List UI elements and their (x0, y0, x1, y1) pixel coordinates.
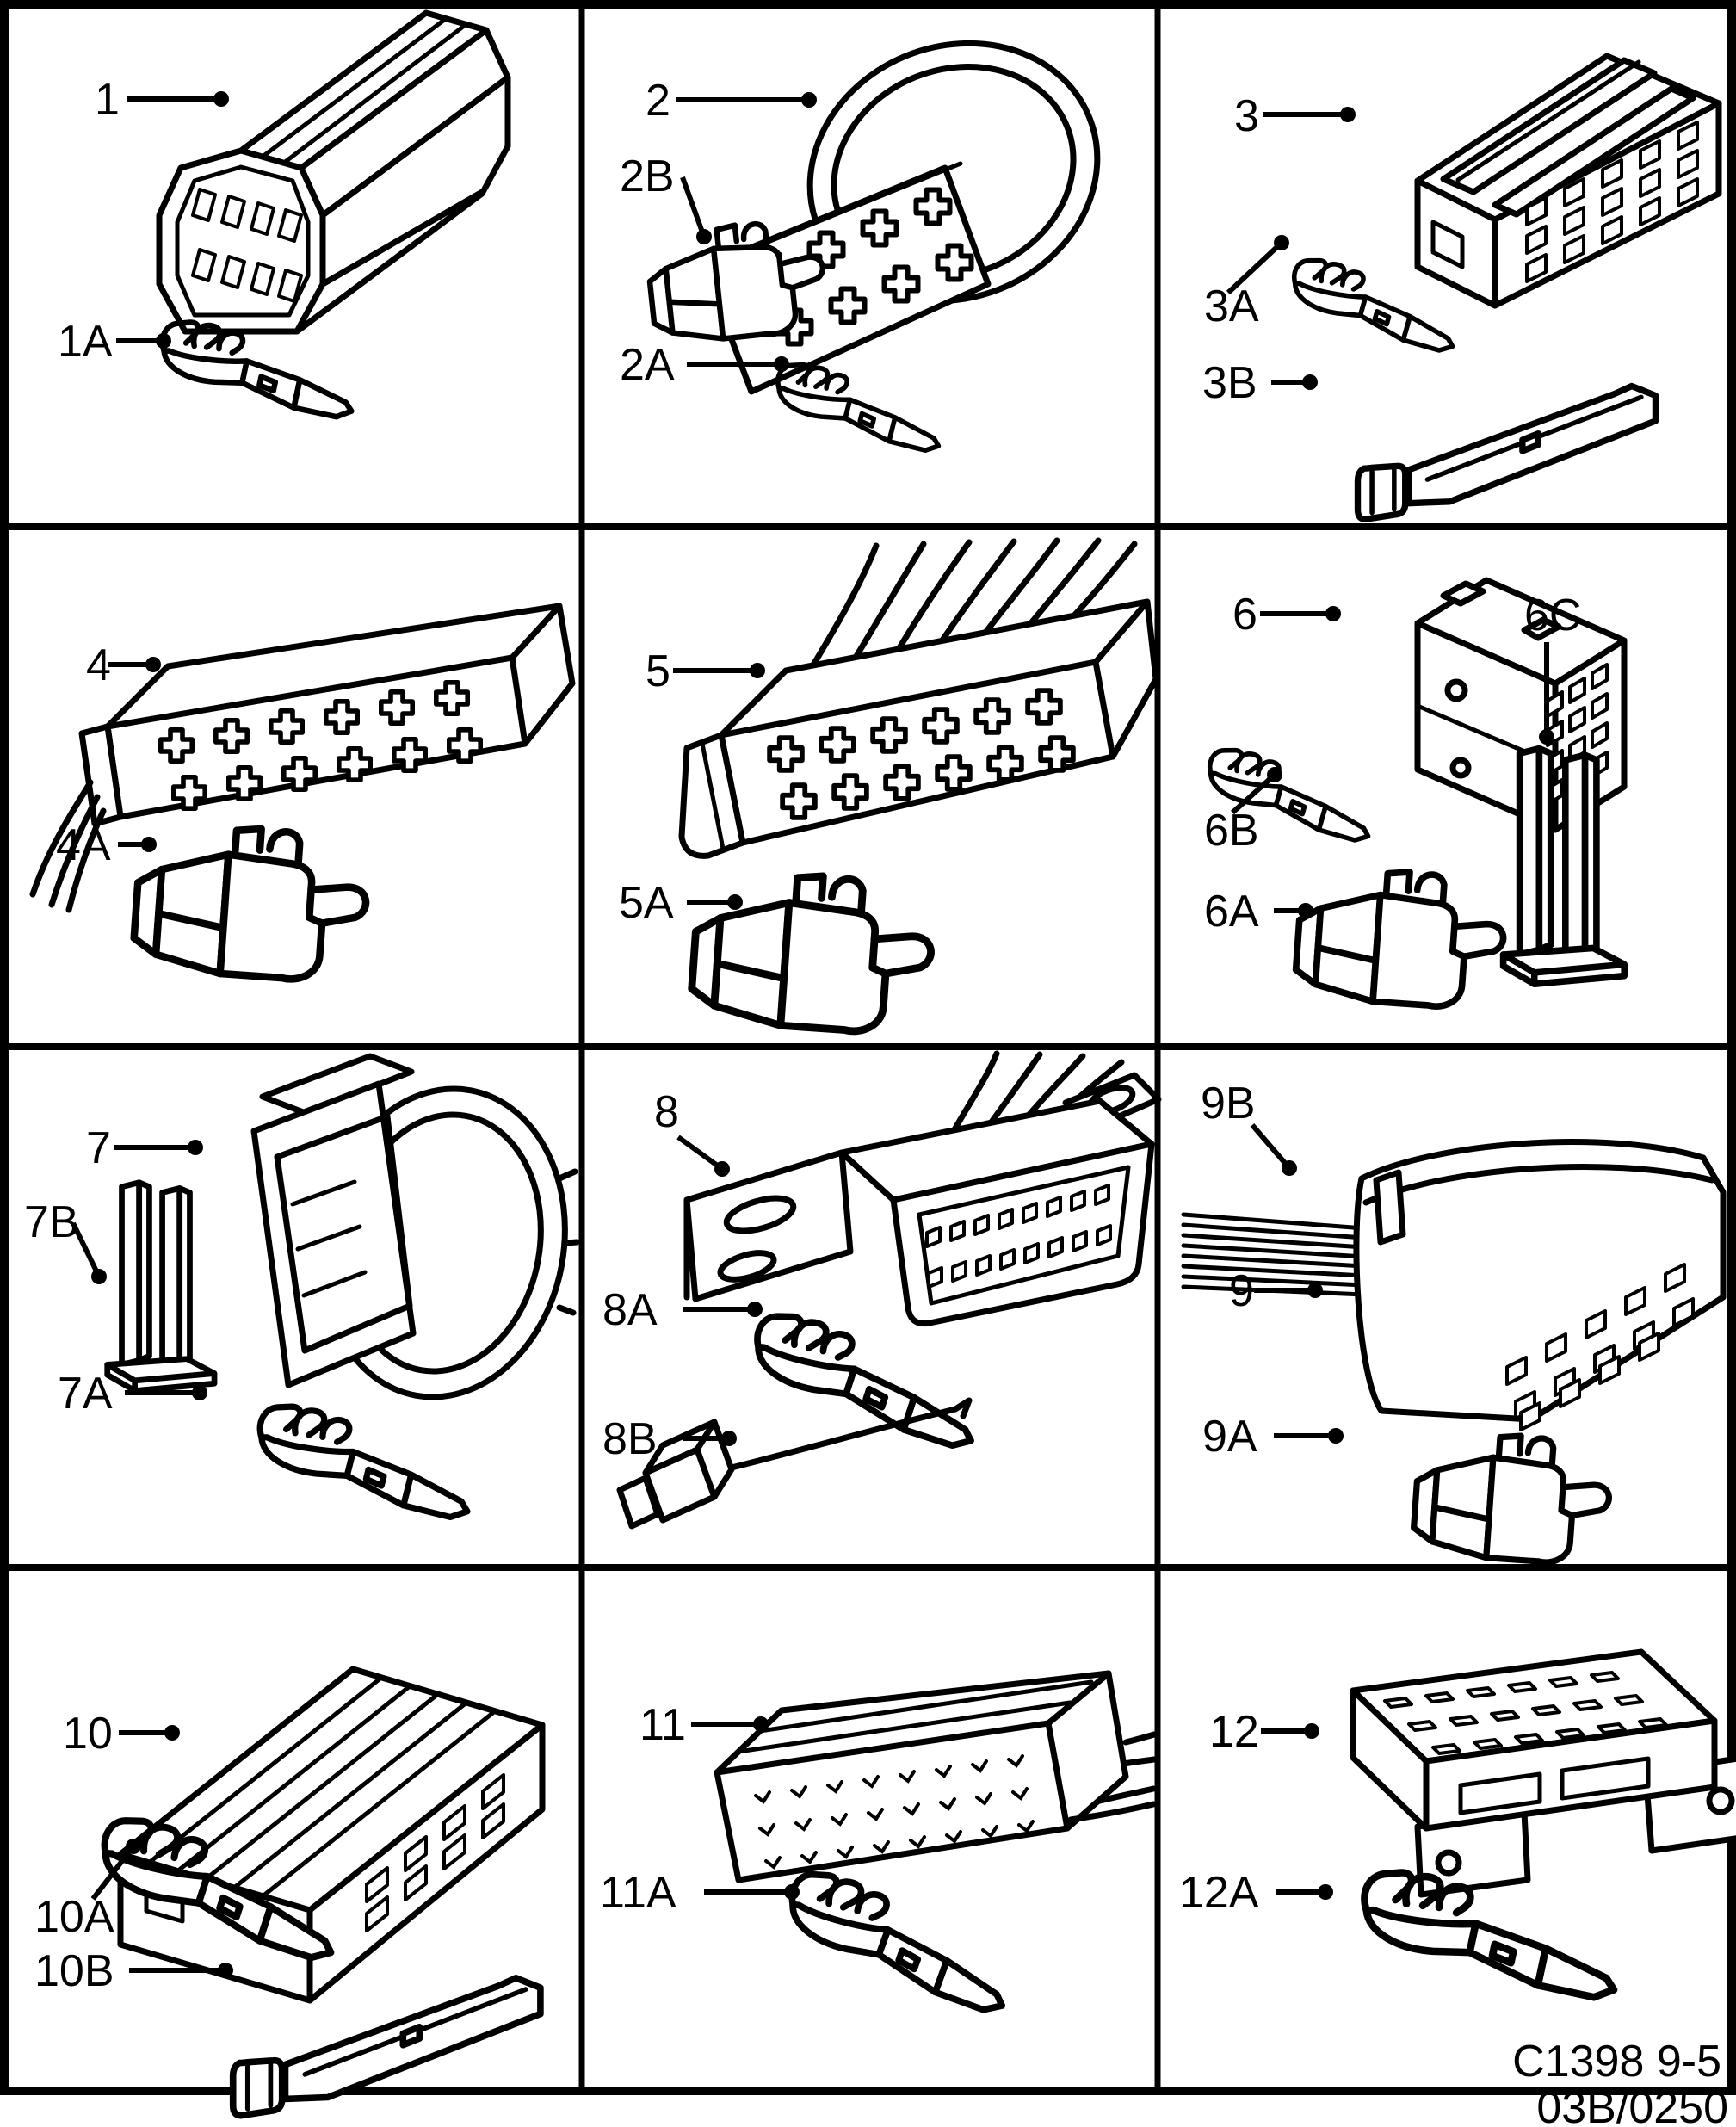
callout-label: 10B (34, 1946, 114, 1996)
callout-dot (1274, 235, 1289, 250)
callout-label: 2B (620, 151, 675, 201)
cable-seal-icon (132, 820, 370, 984)
callout-dot (1307, 1283, 1323, 1298)
callout-3A (1204, 235, 1289, 331)
cell-7 (24, 1056, 589, 1521)
cell-5 (619, 541, 1156, 1036)
callout-label: 6C (1524, 590, 1582, 640)
callout-10 (63, 1709, 180, 1759)
cable-seal-icon (1294, 864, 1507, 1011)
callout-dot (727, 894, 743, 910)
callout-dot (801, 92, 817, 108)
callout-label: 10 (63, 1709, 113, 1759)
terminal-pin-icon (777, 1864, 1024, 2015)
callout-2 (646, 76, 817, 126)
callout-dot (1325, 606, 1341, 621)
callout-9A (1202, 1412, 1344, 1462)
callout-dot (126, 1839, 141, 1854)
callout-dot (1282, 1160, 1297, 1176)
callout-label: 8A (602, 1285, 658, 1335)
cable-seal-icon (1412, 1429, 1613, 1567)
callout-1 (95, 75, 229, 125)
callout-dot (91, 1269, 107, 1284)
callout-label: 2A (620, 340, 675, 390)
callout-label: 5 (646, 646, 670, 696)
callout-dot (141, 837, 157, 852)
callout-dot (1328, 1428, 1344, 1444)
image-code: C1398 9-5 (1512, 2037, 1721, 2087)
callout-9B (1201, 1079, 1297, 1176)
plug-with-wire-icon (620, 1400, 969, 1526)
callout-dot (145, 657, 161, 672)
callout-label: 1A (58, 317, 113, 367)
connector-housing-grommet-icon (254, 1056, 589, 1417)
callout-label: 9A (1202, 1412, 1257, 1462)
callout-3B (1202, 358, 1318, 408)
callout-7 (86, 1123, 203, 1173)
connector-module-icon (1353, 1652, 1736, 1895)
terminal-pin-icon (250, 1399, 482, 1521)
callout-label: 8B (602, 1414, 658, 1464)
callout-label: 9B (1201, 1079, 1256, 1128)
callout-dot (1340, 107, 1356, 122)
callout-8 (654, 1087, 730, 1177)
callout-dot (1318, 1884, 1333, 1900)
cell-3 (1202, 56, 1719, 519)
callout-3 (1234, 91, 1356, 141)
cell-10 (34, 1669, 542, 2116)
callout-dot (1302, 374, 1318, 390)
callout-label: 7B (24, 1197, 79, 1247)
callout-dot (1539, 729, 1554, 745)
callout-dot (192, 1385, 207, 1400)
callout-label: 4 (86, 640, 111, 690)
callout-label: 6A (1204, 887, 1259, 937)
callout-label: 9 (1229, 1266, 1254, 1316)
cell-1 (58, 13, 508, 419)
cell-12 (1179, 1652, 1736, 2001)
cell-6 (1201, 580, 1624, 1011)
callout-7B (24, 1197, 107, 1284)
callout-2B (620, 151, 712, 244)
cell-4 (33, 606, 572, 984)
callout-dot (188, 1140, 203, 1155)
callout-dot (774, 356, 789, 372)
callout-1A (58, 317, 171, 367)
callout-dot (156, 333, 171, 349)
callout-label: 6B (1204, 806, 1259, 856)
callout-label: 12 (1209, 1707, 1259, 1757)
callout-dot (753, 1716, 769, 1732)
callout-label: 7A (58, 1369, 113, 1419)
callout-dot (213, 91, 229, 107)
callout-label: 11A (600, 1868, 676, 1918)
callout-dot (1267, 767, 1282, 782)
callout-label: 12A (1179, 1868, 1259, 1918)
connector-housing-wired-icon (717, 1673, 1154, 1880)
footer (1512, 2037, 1728, 2127)
connector-housing-male-icon (159, 13, 508, 331)
callout-dot (714, 1161, 730, 1177)
cable-seal-icon (689, 868, 936, 1036)
page-reference: 03B/0250 (1536, 2083, 1728, 2127)
callout-5 (646, 646, 765, 696)
callout-label: 6 (1232, 590, 1257, 640)
callout-label: 5A (619, 878, 674, 928)
cell-2 (620, 1, 1136, 454)
cell-9 (1183, 1079, 1723, 1567)
callout-12A (1179, 1868, 1333, 1918)
callout-dot (721, 1431, 737, 1446)
callout-dot (1304, 1723, 1319, 1739)
callout-8A (602, 1285, 763, 1335)
cell-11 (600, 1673, 1154, 2015)
callout-label: 4A (56, 820, 111, 870)
callout-dot (747, 1302, 763, 1317)
callout-label: 3 (1234, 91, 1259, 141)
callout-dot (218, 1963, 233, 1978)
callout-dot (696, 229, 712, 244)
locking-bar-icon (108, 1183, 214, 1391)
callout-6 (1232, 590, 1341, 640)
callout-label: 7 (86, 1123, 111, 1173)
callout-dot (164, 1725, 180, 1741)
callout-label: 10A (34, 1892, 114, 1942)
connector-housing-icon (1418, 56, 1719, 306)
connector-housing-wired-icon (682, 541, 1156, 856)
callout-label: 11 (639, 1700, 686, 1750)
callout-label: 8 (654, 1087, 679, 1137)
callout-4A (56, 820, 157, 870)
locking-wedge-icon (1358, 386, 1656, 519)
callout-dot (1298, 903, 1313, 918)
callout-label: 3B (1202, 358, 1257, 408)
callout-dot (750, 663, 765, 678)
callout-12 (1209, 1707, 1319, 1757)
callout-label: 1 (95, 75, 120, 125)
callout-label: 2 (646, 76, 670, 126)
callout-dot (784, 1884, 800, 1900)
connector-housing-ribbon-icon (1183, 1142, 1723, 1430)
callout-label: 3A (1204, 281, 1259, 331)
diagnostic-connector-icon (687, 1054, 1158, 1324)
cell-8 (602, 1054, 1158, 1526)
